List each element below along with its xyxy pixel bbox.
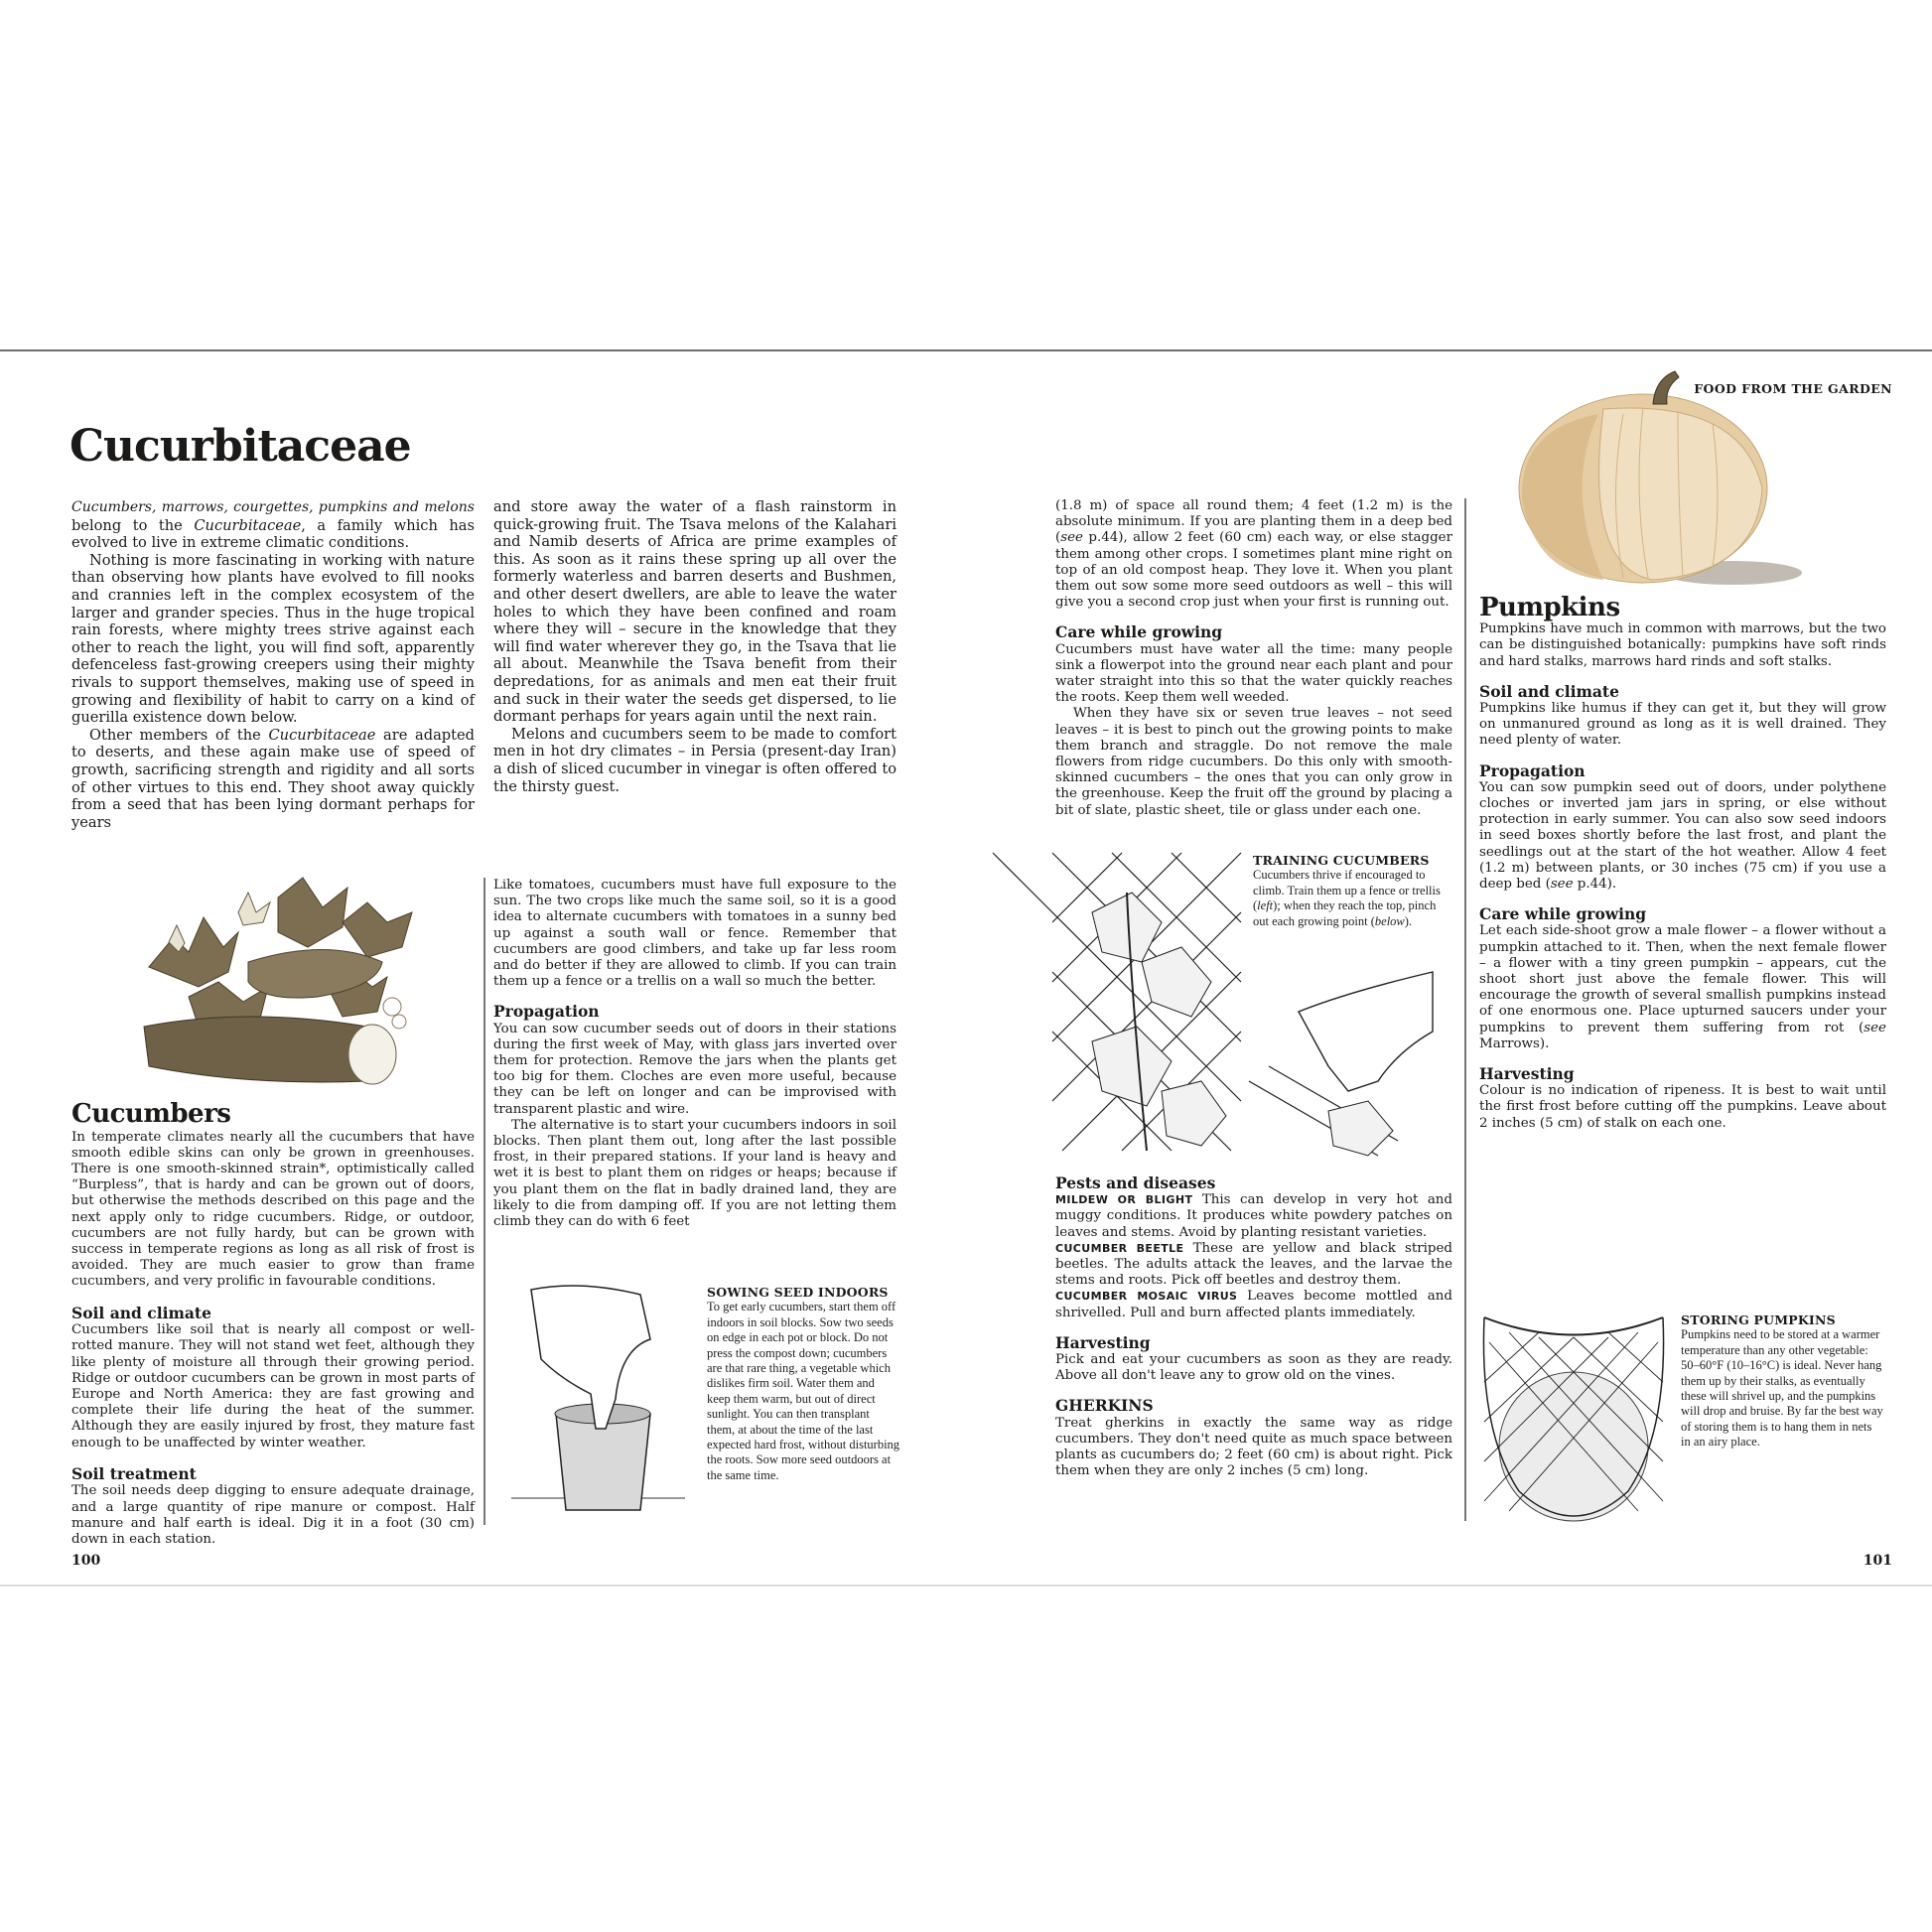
pest-description: These are yellow and black striped beetles. The adults attack the leaves, and the larvae the stems and roots. Pick off beetles and destroy them. bbox=[1055, 1240, 1453, 1289]
pest-name: CUCUMBER BEETLE bbox=[1055, 1241, 1184, 1255]
pumpkin-propagation-body bbox=[1479, 780, 1886, 893]
pumpkin-icon bbox=[1499, 1372, 1648, 1521]
intro-paragraph-3 bbox=[71, 727, 475, 832]
soil-treatment-heading: Soil treatment bbox=[71, 1463, 197, 1483]
soil-treatment-body: The soil needs deep digging to ensure adequate drainage, and a large quantity of ripe manure or compost. Half manure and half earth is ideal. Dig it in a foot (30 cm) down in each station. bbox=[71, 1483, 475, 1548]
cucumbers-heading: Cucumbers bbox=[71, 1099, 231, 1129]
storing-caption-heading: STORING PUMPKINS bbox=[1681, 1312, 1836, 1327]
spacing-text: (1.8 m) of space all round them; 4 feet (1.2 m) is the absolute minimum. If you are planting them in a deep bed ( bbox=[1055, 498, 1452, 546]
propagation-text: You can sow pumpkin seed out of doors, under polythene cloches or inverted jam jars in spring, or else without protection in early summer. You can also sow seed indoors in seed boxes shortly before the last frost, and plant the seedlings out at the start of the hot weather. Allow 4 feet (1.2 m) between plants, or 30 inches (75 cm) if you use a deep bed ( bbox=[1479, 779, 1886, 893]
hand-icon bbox=[1299, 972, 1433, 1091]
pinching-illustration bbox=[1249, 972, 1438, 1156]
pest-name: MILDEW OR BLIGHT bbox=[1055, 1193, 1193, 1207]
left-folio: 100 bbox=[71, 1553, 101, 1569]
sowing-seed-illustration bbox=[501, 1280, 690, 1528]
pumpkin-propagation-heading: Propagation bbox=[1479, 760, 1586, 780]
caption-text: ). bbox=[1404, 913, 1413, 928]
pumpkin-harvesting-heading: Harvesting bbox=[1479, 1064, 1575, 1084]
cucumbers-section bbox=[71, 1099, 475, 1548]
intro-paragraph-4: and store away the water of a flash rainstorm in quick-growing fruit. The Tsava melons of the Kalahari and Namib deserts of Africa are prime examples of this. As soon as it rains these spring up all over the formerly waterless and barren deserts and Bushmen, and other desert dwellers, are able to leave the water holes to which they have been confined and roam where they will – secure in the knowledge that they will find water wherever they go, in the Tsava that lie all about. Meanwhile the Tsava benefit from their depredations, for as animals and men eat their fruit and suck in their water the seeds get dispersed, to lie dormant perhaps for years again until the next rain. bbox=[493, 498, 897, 726]
spacing-text: p.44), allow 2 feet (60 cm) each way, or else stagger them among other crops. I sometimes plant mine right on top of an old compost heap. They love it. When you plant them out sow some more seed outdoors as well – this will give you a second crop just when your first is running out. bbox=[1055, 530, 1452, 611]
propagation-paragraph-2: The alternative is to start your cucumbers indoors in soil blocks. Then plant them out, long after the last possible frost, in their prepared stations. If your land is heavy and wet it is best to plant them on ridges or heaps; because if you plant them on the flat in badly drained land, they are likely to die from damping off. If you are not letting them climb they can do with 6 feet bbox=[493, 1117, 897, 1230]
family-name: Cucurbitaceae bbox=[268, 726, 376, 744]
pest-description: This can develop in very hot and muggy conditions. It produces white powdery patches on leaves and stems. Avoid by planting resistant varieties. bbox=[1055, 1192, 1453, 1240]
net-rim bbox=[1484, 1317, 1663, 1335]
cucumber-large bbox=[144, 1017, 367, 1082]
gherkins-heading: GHERKINS bbox=[1055, 1396, 1154, 1416]
intro-column-1 bbox=[71, 498, 475, 831]
cucumber-slice-ring bbox=[383, 998, 401, 1016]
intro-column-2 bbox=[493, 498, 897, 795]
pest-item bbox=[1055, 1241, 1452, 1290]
sowing-caption bbox=[707, 1285, 900, 1483]
cucumber-illustration bbox=[129, 878, 457, 1086]
see-reference: see bbox=[1550, 877, 1574, 893]
pumpkins-section bbox=[1479, 593, 1886, 1132]
cucumber-slice bbox=[348, 1025, 396, 1084]
caption-ref: below bbox=[1374, 913, 1405, 928]
book-spread bbox=[0, 349, 1932, 1587]
pumpkin-care-body bbox=[1479, 923, 1886, 1052]
intro-text: , a family which has evolved to live in extreme climatic conditions. bbox=[71, 516, 475, 552]
soil-climate-heading: Soil and climate bbox=[71, 1303, 211, 1322]
intro-paragraph-1 bbox=[71, 498, 475, 552]
intro-text: Other members of the bbox=[89, 726, 269, 744]
caption-ref: left bbox=[1257, 898, 1274, 913]
column-rule bbox=[1464, 498, 1466, 1521]
pumpkin-soil-heading: Soil and climate bbox=[1479, 681, 1619, 701]
spacing-paragraph bbox=[1055, 498, 1452, 611]
family-name: Cucurbitaceae bbox=[194, 516, 302, 534]
propagation-text: p.44). bbox=[1573, 877, 1617, 893]
intro-lead-italic: Cucumbers, marrows, courgettes, pumpkins and melons bbox=[71, 499, 475, 515]
training-caption-heading: TRAINING CUCUMBERS bbox=[1253, 853, 1430, 868]
pumpkin-illustration bbox=[1504, 359, 1802, 588]
cucumbers-continued-column bbox=[1055, 498, 1452, 819]
pests-heading: Pests and diseases bbox=[1055, 1173, 1216, 1192]
care-paragraph-2: When they have six or seven true leaves – not seed leaves – it is best to pinch out the growing points to make them branch and straggle. Do not remove the male flowers from ridge cucumbers. Do this only with smooth-skinned cucumbers – the ones that you can only grow in the greenhouse. Keep the fruit off the ground by placing a bit of slate, plastic sheet, tile or glass under each one. bbox=[1055, 706, 1452, 818]
sowing-caption-heading: SOWING SEED INDOORS bbox=[707, 1285, 889, 1300]
cucumbers-column-2 bbox=[493, 878, 897, 1230]
soil-climate-body: Cucumbers like soil that is nearly all compost or well-rotted manure. They will not stand wet feet, although they like plenty of moisture all through their growing period. Ridge or outdoor cucumbers can be grown in most parts of Europe and North America: they are fast growing and complete their life during the heat of the summer. Although they are easily injured by frost, they mature fast enough to be unaffected by winter weather. bbox=[71, 1322, 475, 1450]
pumpkin-harvesting-body: Colour is no indication of ripeness. It is best to wait until the first frost before cutting off the pumpkins. Leave about 2 inches (5 cm) of stalk on each one. bbox=[1479, 1083, 1886, 1131]
pest-item bbox=[1055, 1289, 1452, 1320]
pumpkins-intro: Pumpkins have much in common with marrows, but the two can be distinguished botanically: pumpkins have soft rinds and hard stalks, marrows hard rinds and soft stalks. bbox=[1479, 621, 1886, 669]
care-paragraph-1: Cucumbers must have water all the time: many people sink a flowerpot into the ground near each plant and pour water straight into this so that the water quickly reaches the roots. Keep them well weeded. bbox=[1055, 641, 1452, 706]
storing-caption bbox=[1681, 1312, 1884, 1450]
gherkins-body: Treat gherkins in exactly the same way as ridge cucumbers. They don't need quite as much space between plants as cucumbers do; 2 feet (60 cm) is about right. Pick them when they are only 2 inches (5 cm) long. bbox=[1055, 1415, 1452, 1479]
harvesting-body: Pick and eat your cucumbers as soon as they are ready. Above all don't leave any to grow old on the vines. bbox=[1055, 1352, 1452, 1384]
cucumber-slice-ring bbox=[392, 1015, 406, 1029]
training-caption-body bbox=[1253, 868, 1447, 929]
care-while-growing-heading: Care while growing bbox=[1055, 622, 1223, 642]
right-folio: 101 bbox=[1863, 1553, 1892, 1569]
pest-description: Leaves become mottled and shrivelled. Pull and burn affected plants immediately. bbox=[1055, 1289, 1452, 1320]
care-text: Let each side-shoot grow a male flower – a flower without a pumpkin attached to it. Then, when the next female flower – a flower with a tiny green pumpkin – appears, cut the shoot short just above the female flower. This will encourage the growth of several smallish pumpkins instead of one enormous one. Place upturned saucers under your pumpkins to prevent them suffering from rot ( bbox=[1479, 923, 1886, 1035]
intro-paragraph-2: Nothing is more fascinating in working with nature than observing how plants have evolved to fill nooks and crannies left in the complex ecosystem of the larger and grander species. Thus in the huge tropical rain forests, where mighty trees strive against each other to reach the light, you will find soft, apparently defenceless fast-growing creepers using their mighty rivals to support themselves, making use of speed in growing and flexibility of habit to carry on a kind of guerilla existence down below. bbox=[71, 551, 475, 727]
harvesting-heading: Harvesting bbox=[1055, 1332, 1151, 1352]
pumpkin-net-illustration bbox=[1479, 1312, 1668, 1526]
intro-text: are adapted to deserts, and these again make use of speed of growth, sacrificing strength and rigidity and all sorts of other virtues to this end. They shoot away quickly from a seed that has been lying dormant perhaps for years bbox=[71, 726, 475, 831]
pests-column bbox=[1055, 1175, 1452, 1479]
intro-paragraph-5: Melons and cucumbers seem to be made to comfort men in hot dry climates – in Persia (present-day Iran) a dish of sliced cucumber in vinegar is often offered to the thirsty guest. bbox=[493, 725, 897, 795]
see-reference: see bbox=[1060, 530, 1083, 546]
sun-paragraph: Like tomatoes, cucumbers must have full exposure to the sun. The two crops like much the same soil, so it is a good idea to alternate cucumbers with tomatoes in a sunny bed up against a south wall or fence. Remember that cucumbers are good climbers, and take up far less room and do better if they are allowed to climb. If you can train them up a fence or a trellis on a wall so much the better. bbox=[493, 878, 897, 990]
trellis-illustration bbox=[1052, 853, 1241, 1151]
pest-name: CUCUMBER MOSAIC VIRUS bbox=[1055, 1290, 1238, 1304]
storing-caption-body: Pumpkins need to be stored at a warmer temperature than any other vegetable: 50–60°F (10–16°C) is ideal. Never hang them up by their stalks, as eventually these will shrivel up, and the pumpkins will drop and bruise. By far the best way of storing them is to hang them in nets in an airy place. bbox=[1681, 1327, 1883, 1449]
leaf-icon bbox=[1328, 1101, 1393, 1156]
pest-item bbox=[1055, 1192, 1452, 1241]
propagation-paragraph-1: You can sow cucumber seeds out of doors in their stations during the first week of May, with glass jars inverted over them for protection. Remove the jars when the plants get too big for them. Cloches are even more useful, because they can be left on longer and can be improvised with transparent plastic and wire. bbox=[493, 1021, 897, 1117]
running-head: FOOD FROM THE GARDEN bbox=[1694, 381, 1892, 396]
pumpkins-heading: Pumpkins bbox=[1479, 593, 1620, 622]
training-caption bbox=[1253, 853, 1447, 929]
care-text: Marrows). bbox=[1479, 1035, 1550, 1051]
sowing-caption-body: To get early cucumbers, start them off indoors in soil blocks. Sow two seeds on edge in each pot or block. Do not press the compost down; cucumbers are that rare thing, a vegetable which dislikes firm soil. Water them and keep them warm, but out of direct sunlight. You can then transplant them, at about the time of the last expected hard frost, without disturbing the roots. Sow more seed outdoors at the same time. bbox=[707, 1300, 900, 1482]
propagation-heading: Propagation bbox=[493, 1002, 600, 1022]
pumpkin-care-heading: Care while growing bbox=[1479, 904, 1647, 924]
column-rule bbox=[483, 878, 485, 1525]
page-title: Cucurbitaceae bbox=[69, 421, 411, 472]
intro-text: belong to the bbox=[71, 516, 195, 534]
cucumbers-intro: In temperate climates nearly all the cucumbers that have smooth edible skins can only be grown in greenhouses. There is one smooth-skinned strain*, optimistically called “Burpless”, that is hardy and can be grown out of doors, but otherwise the methods described on this page and the next apply only to ridge cucumbers. Ridge, or outdoor, cucumbers are not fully hardy, but can be grown with success in temperate regions as long as all risk of frost is avoided. They are much easier to grow than frame cucumbers, and very prolific in favourable conditions. bbox=[71, 1129, 475, 1290]
pumpkin-soil-body: Pumpkins like humus if they can get it, but they will grow on unmanured ground as long as it is well drained. They need plenty of water. bbox=[1479, 701, 1886, 749]
see-reference: see bbox=[1863, 1020, 1886, 1035]
caption-text: Cucumbers thrive if encouraged to climb. Train them up a fence or trellis ( bbox=[1253, 868, 1441, 913]
caption-text: ); when they reach the top, pinch out each growing point ( bbox=[1253, 898, 1437, 928]
